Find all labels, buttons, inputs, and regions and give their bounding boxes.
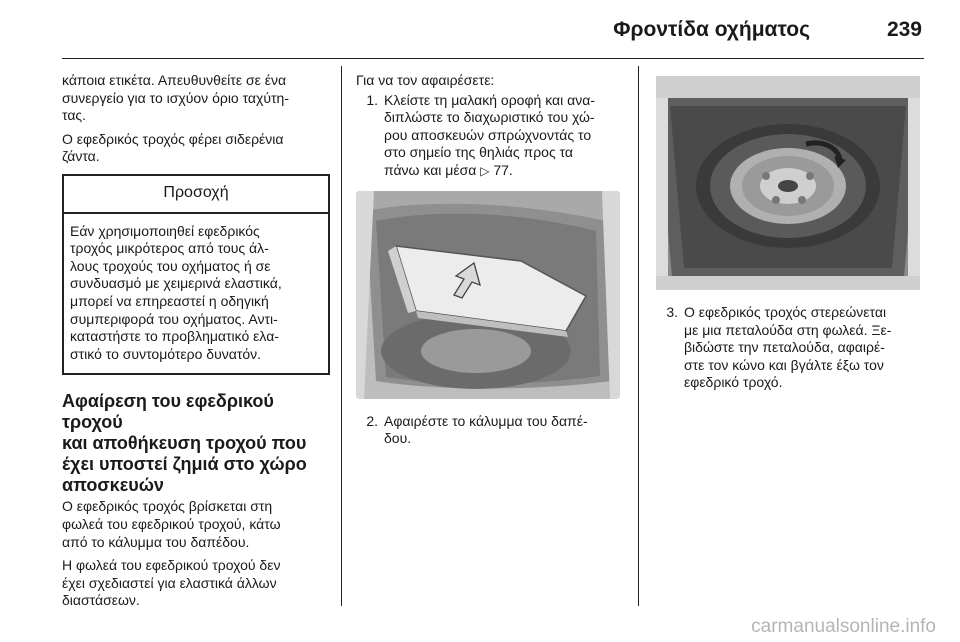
page-reference: 77.: [489, 161, 513, 178]
warning-title: Προσοχή: [64, 176, 328, 214]
photo-spare-wheel: [656, 76, 920, 290]
column-2: [356, 72, 624, 448]
step-2: [356, 413, 624, 448]
step-2-number: 2.: [366, 412, 378, 429]
page-number: 239: [886, 18, 922, 41]
step-2-text: Αφαιρέστε το κάλυμμα του δαπέ- δου.: [384, 412, 588, 447]
step-3-number: 3.: [666, 304, 678, 320]
floor-cover-illustration: [356, 191, 620, 399]
step-1-number: 1.: [366, 91, 378, 108]
header-rule: [62, 58, 924, 59]
step-1: [356, 92, 624, 181]
column-1: [62, 72, 330, 616]
step-3-text: Ο εφεδρικός τροχός στερεώνεται με μια πεταλούδα στη φωλεά. Ξε- βιδώστε την πεταλούδα, αφαιρέ- στε τον κώνο και βγάλτε έξω τον εφεδρικό τροχό.: [684, 304, 892, 391]
rims-paragraph: Ο εφεδρικός τροχός φέρει σιδερένια ζάντα.: [62, 130, 284, 165]
size-note-paragraph: Η φωλεά του εφεδρικού τροχού δεν έχει σχεδιαστεί για ελαστικά άλλων διαστάσεων.: [62, 557, 281, 609]
step-3: [656, 304, 924, 392]
section-heading: Αφαίρεση του εφεδρικού τροχού και αποθήκευση τροχού που έχει υποστεί ζημιά στο χώρο αποσκευών: [62, 391, 307, 496]
page-reference-arrow-icon: ▷: [480, 163, 490, 178]
column-separator-2: [638, 66, 639, 606]
warning-text: Εάν χρησιμοποιηθεί εφεδρικός τροχός μικρότερος από τους άλ- λους τροχούς του οχήματος ή σε συνδυασμό με χειμερινά ελαστικά, μπορεί να επηρεαστεί η οδηγική συμπεριφορά του οχήματος. Αντι- καταστήστε το προβληματικό ελα- στικό το συντομότερο δυνατόν.: [70, 222, 282, 362]
spare-wheel-illustration: [656, 76, 920, 290]
intro-paragraph: κάποια ετικέτα. Απευθυνθείτε σε ένα συνεργείο για το ισχύον όριο ταχύτη- τας.: [62, 72, 290, 124]
warning-box: [62, 174, 330, 375]
page-title: Φροντίδα οχήματος: [613, 18, 810, 41]
column-3: [656, 72, 924, 392]
procedure-lead: Για να τον αφαιρέσετε:: [356, 72, 495, 88]
step-1-text: Κλείστε τη μαλακή οροφή και ανα- διπλώστε το διαχωριστικό του χώ- ρου αποσκευών σπρώχνοντάς το στο σημείο της θηλιάς προς τα πάνω και μέσα ▷ 77.: [384, 91, 595, 178]
column-separator-1: [341, 66, 342, 606]
photo-floor-cover: [356, 191, 620, 399]
watermark: carmanualsonline.info: [751, 616, 936, 637]
location-paragraph: Ο εφεδρικός τροχός βρίσκεται στη φωλεά του εφεδρικού τροχού, κάτω από το κάλυμμα του δαπέδου.: [62, 498, 281, 550]
